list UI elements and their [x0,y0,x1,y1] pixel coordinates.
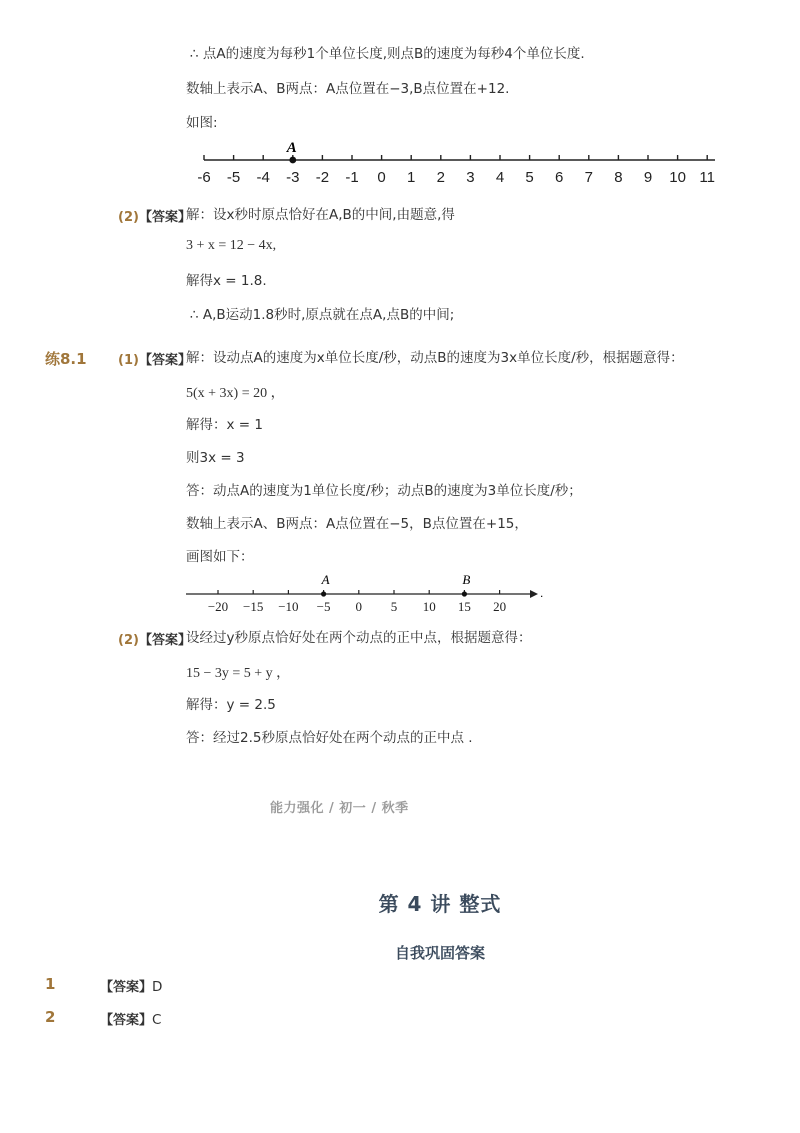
ex7-part2-solution: 解得x = 1.8. [186,273,267,289]
answer-tag: 【答案】 [138,633,191,648]
section-title: 自我巩固答案 [394,944,485,962]
ex81-part1-draw: 画图如下： [186,549,254,565]
answer-tag: 【答案】 [138,353,191,368]
number-line-1-tick-label: -5 [226,169,241,186]
question-number: 2 [45,1008,56,1026]
ex81-part1-equation: 5(x + 3x) = 20 ， [186,386,285,401]
number-line-1-tick-label: 3 [466,169,475,186]
number-line-1-tick-label: 7 [584,169,593,186]
positions-line: 数轴上表示A、B两点：A点位置在−3,B点位置在+12. [186,81,510,97]
number-line-2-tick-label: 20 [493,599,507,614]
answer-value: D [152,979,163,995]
number-line-1-tick-label: -6 [197,169,211,186]
part-number: (2) [118,210,139,225]
therefore-line: ∴ 点A的速度为每秒1个单位长度,则点B的速度为每秒4个单位长度. [190,46,585,62]
ex81-part2-header [118,629,191,648]
ex7-part2-header [118,206,191,225]
number-line-2-tick-label: −5 [316,599,331,614]
trailing-mark: . [540,586,544,600]
number-line-2-tick-label: 5 [390,599,398,614]
number-line-2-point-a-label: A [321,572,330,587]
ex7-part2-conclusion: ∴ A,B运动1.8秒时,原点就在点A,点B的中间; [190,307,455,323]
number-line-2-tick-label: −15 [243,599,264,614]
number-line-2-tick-label: 10 [422,599,436,614]
number-line-2-tick-label: −20 [207,599,229,614]
ex81-part2-solution: 解得：y = 2.5 [186,697,276,713]
number-line-1-tick-label: -1 [345,169,359,186]
ex81-part1-answer: 答：动点A的速度为1单位长度/秒；动点B的速度为3单位长度/秒； [186,483,582,499]
number-line-1-tick-label: 1 [407,169,416,186]
number-line-1-tick-label: 9 [643,169,653,186]
number-line-1-tick-label: -4 [256,169,270,186]
number-line-2-tick-label: 15 [457,599,471,614]
ex81-part2-equation: 15 − 3y = 5 + y ， [186,666,291,681]
answer-tag: 【答案】 [138,210,191,225]
number-line-1-tick-label: 10 [669,169,686,186]
ex81-part1-then: 则3x = 3 [186,450,245,466]
number-line-1-point-a [289,157,296,164]
number-line-2-tick-label: 0 [355,599,363,614]
number-line-1-tick-label: 6 [555,169,564,186]
number-line-1-tick-label: 2 [436,169,445,186]
number-line-1-tick-label: 4 [495,169,505,186]
number-line-1-tick-label: 11 [699,169,715,186]
ex81-part1-positions: 数轴上表示A、B两点：A点位置在−5，B点位置在+15， [186,516,528,532]
question-answer [100,1009,161,1029]
ex81-part1-line1: 解：设动点A的速度为x单位长度/秒，动点B的速度为3x单位长度/秒，根据题意得： [186,350,684,366]
answer-tag: 【答案】 [100,1013,153,1028]
number-line-1 [190,138,715,190]
number-line-1-tick-label: -3 [286,169,300,186]
question-answer [100,976,162,996]
part-number: (2) [118,633,139,648]
ex81-part1-solution: 解得：x = 1 [186,417,263,433]
number-line-2-point-b-label: B [462,572,471,587]
answer-value: C [152,1012,162,1028]
number-line-2-tick-label: −10 [278,599,299,614]
ex7-part2-line1: 解：设x秒时原点恰好在A,B的中间,由题意,得 [186,207,455,223]
part-number: (1) [118,353,139,368]
arrow-right-icon [530,590,538,598]
number-line-2-point-a [321,591,326,596]
ex81-part2-line1: 设经过y秒原点恰好处在两个动点的正中点，根据题意得： [186,630,532,646]
question-number: 1 [45,975,56,993]
ex7-part2-equation: 3 + x = 12 − 4x, [186,238,277,253]
ex81-part1-header [118,349,191,368]
exercise-label: 练8.1 [45,350,87,368]
number-line-2 [184,570,546,616]
figure-caption: 如图: [186,115,218,131]
number-line-1-tick-label: 8 [614,169,623,186]
page-footer: 能力强化 / 初一 / 秋季 [270,801,409,816]
number-line-2-point-b [462,591,467,596]
number-line-1-tick-label: 0 [377,169,386,186]
number-line-1-tick-label: 5 [525,169,534,186]
number-line-1-point-a-label: A [286,140,297,156]
lecture-title: 第 4 讲 整式 [378,892,502,916]
ex81-part2-answer: 答：经过2.5秒原点恰好处在两个动点的正中点 . [186,730,473,746]
answer-tag: 【答案】 [100,980,153,995]
number-line-1-tick-label: -2 [315,169,330,186]
